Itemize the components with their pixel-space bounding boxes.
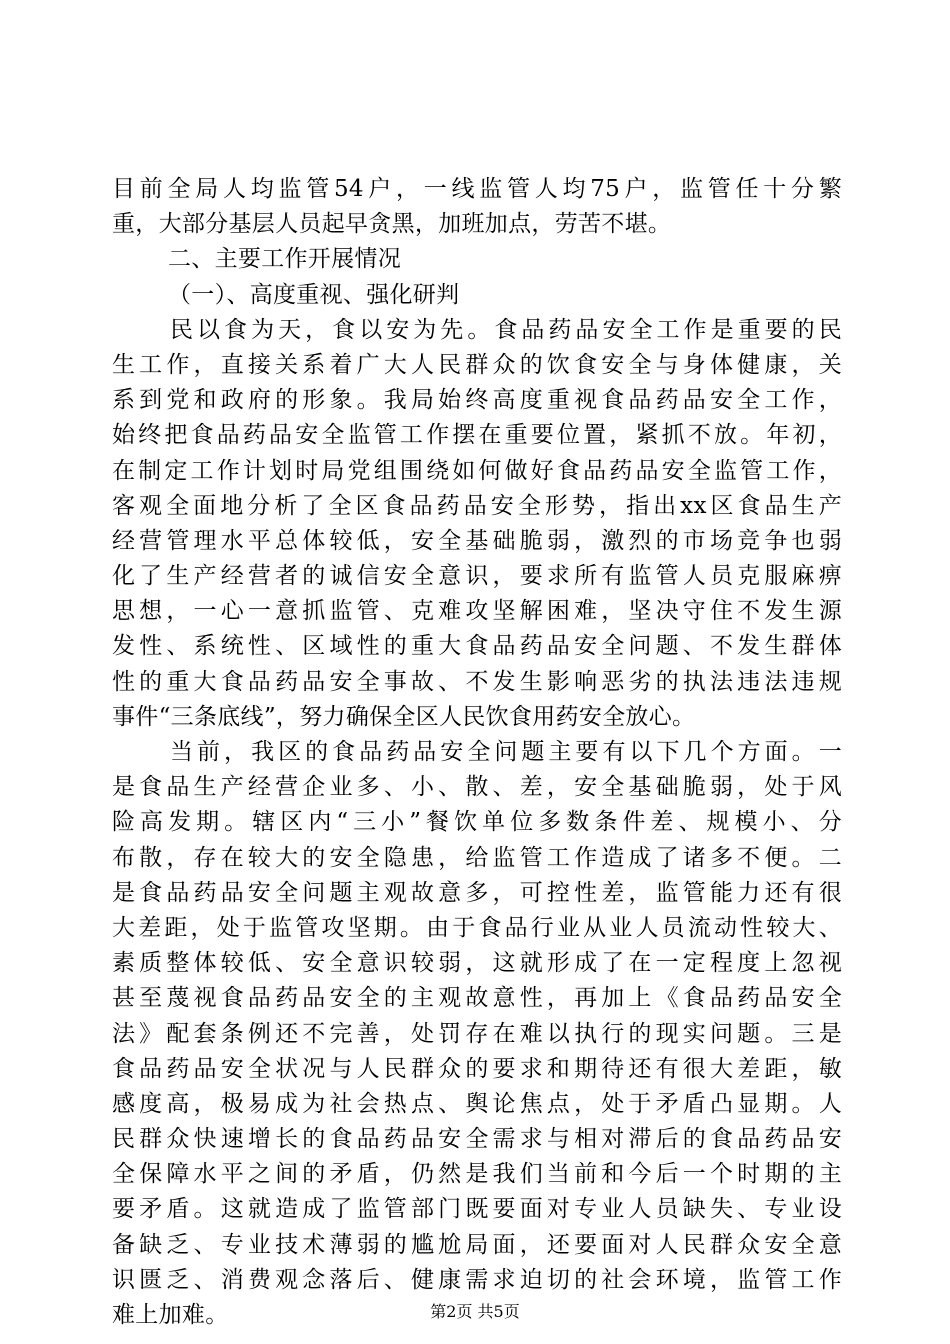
text-line: 全保障水平之间的矛盾，仍然是我们当前和今后一个时期的主	[112, 1161, 842, 1188]
text-line: 二、主要工作开展情况	[168, 246, 401, 273]
text-line: 法》配套条例还不完善，处罚存在难以执行的现实问题。三是	[112, 1020, 842, 1047]
text-line: 识匮乏、消费观念落后、健康需求迫切的社会环境，监管工作	[112, 1266, 842, 1293]
page-footer: 第2页 共5页	[430, 1302, 520, 1321]
text-line: 食品药品安全状况与人民群众的要求和期待还有很大差距，敏	[112, 1055, 842, 1082]
text-line: 险高发期。辖区内“三小”餐饮单位多数条件差、规模小、分	[112, 809, 842, 836]
document-body	[112, 172, 842, 1333]
text-line: 甚至蔑视食品药品安全的主观故意性，再加上《食品药品安全	[112, 985, 842, 1012]
text-line: 目前全局人均监管54户，一线监管人均75户，监管任十分繁	[112, 176, 842, 202]
text-line: 备缺乏、专业技术薄弱的尴尬局面，还要面对人民群众安全意	[112, 1231, 842, 1258]
text-line: （一）、高度重视、强化研判	[168, 281, 460, 308]
text-line: 重，大部分基层人员起早贪黑，加班加点，劳苦不堪。	[112, 211, 672, 238]
text-line: 性的重大食品药品安全事故、不发生影响恶劣的执法违法违规	[112, 668, 842, 695]
text-line: 事件“三条底线”，努力确保全区人民饮食用药安全放心。	[112, 703, 696, 730]
text-line: 布散，存在较大的安全隐患，给监管工作造成了诸多不便。二	[112, 844, 842, 871]
text-line: 系到党和政府的形象。我局始终高度重视食品药品安全工作，	[112, 387, 842, 414]
text-line: 客观全面地分析了全区食品药品安全形势，指出xx区食品生产	[112, 492, 842, 519]
text-line: 难上加难。	[112, 1302, 229, 1328]
text-line: 在制定工作计划时局党组围绕如何做好食品药品安全监管工作，	[112, 457, 842, 484]
text-line: 思想，一心一意抓监管、克难攻坚解困难，坚决守住不发生源	[112, 598, 842, 625]
text-line: 化了生产经营者的诚信安全意识，要求所有监管人员克服麻痹	[112, 563, 842, 590]
text-line: 是食品生产经营企业多、小、散、差，安全基础脆弱，处于风	[112, 774, 842, 801]
text-line: 当前，我区的食品药品安全问题主要有以下几个方面。一	[170, 739, 842, 765]
text-line: 要矛盾。这就造成了监管部门既要面对专业人员缺失、专业设	[112, 1196, 842, 1223]
text-line: 感度高，极易成为社会热点、舆论焦点，处于矛盾凸显期。人	[112, 1090, 842, 1117]
text-line: 素质整体较低、安全意识较弱，这就形成了在一定程度上忽视	[112, 950, 842, 977]
text-line: 始终把食品药品安全监管工作摆在重要位置，紧抓不放。年初，	[112, 422, 842, 449]
text-line: 生工作，直接关系着广大人民群众的饮食安全与身体健康，关	[112, 351, 842, 378]
text-line: 民群众快速增长的食品药品安全需求与相对滞后的食品药品安	[112, 1126, 842, 1153]
text-line: 经营管理水平总体较低，安全基础脆弱，激烈的市场竞争也弱	[112, 527, 842, 554]
text-line: 是食品药品安全问题主观故意多，可控性差，监管能力还有很	[112, 879, 842, 906]
text-line: 发性、系统性、区域性的重大食品药品安全问题、不发生群体	[112, 633, 842, 660]
text-line: 大差距，处于监管攻坚期。由于食品行业从业人员流动性较大、	[112, 914, 842, 941]
text-line: 民以食为天，食以安为先。食品药品安全工作是重要的民	[170, 316, 842, 343]
